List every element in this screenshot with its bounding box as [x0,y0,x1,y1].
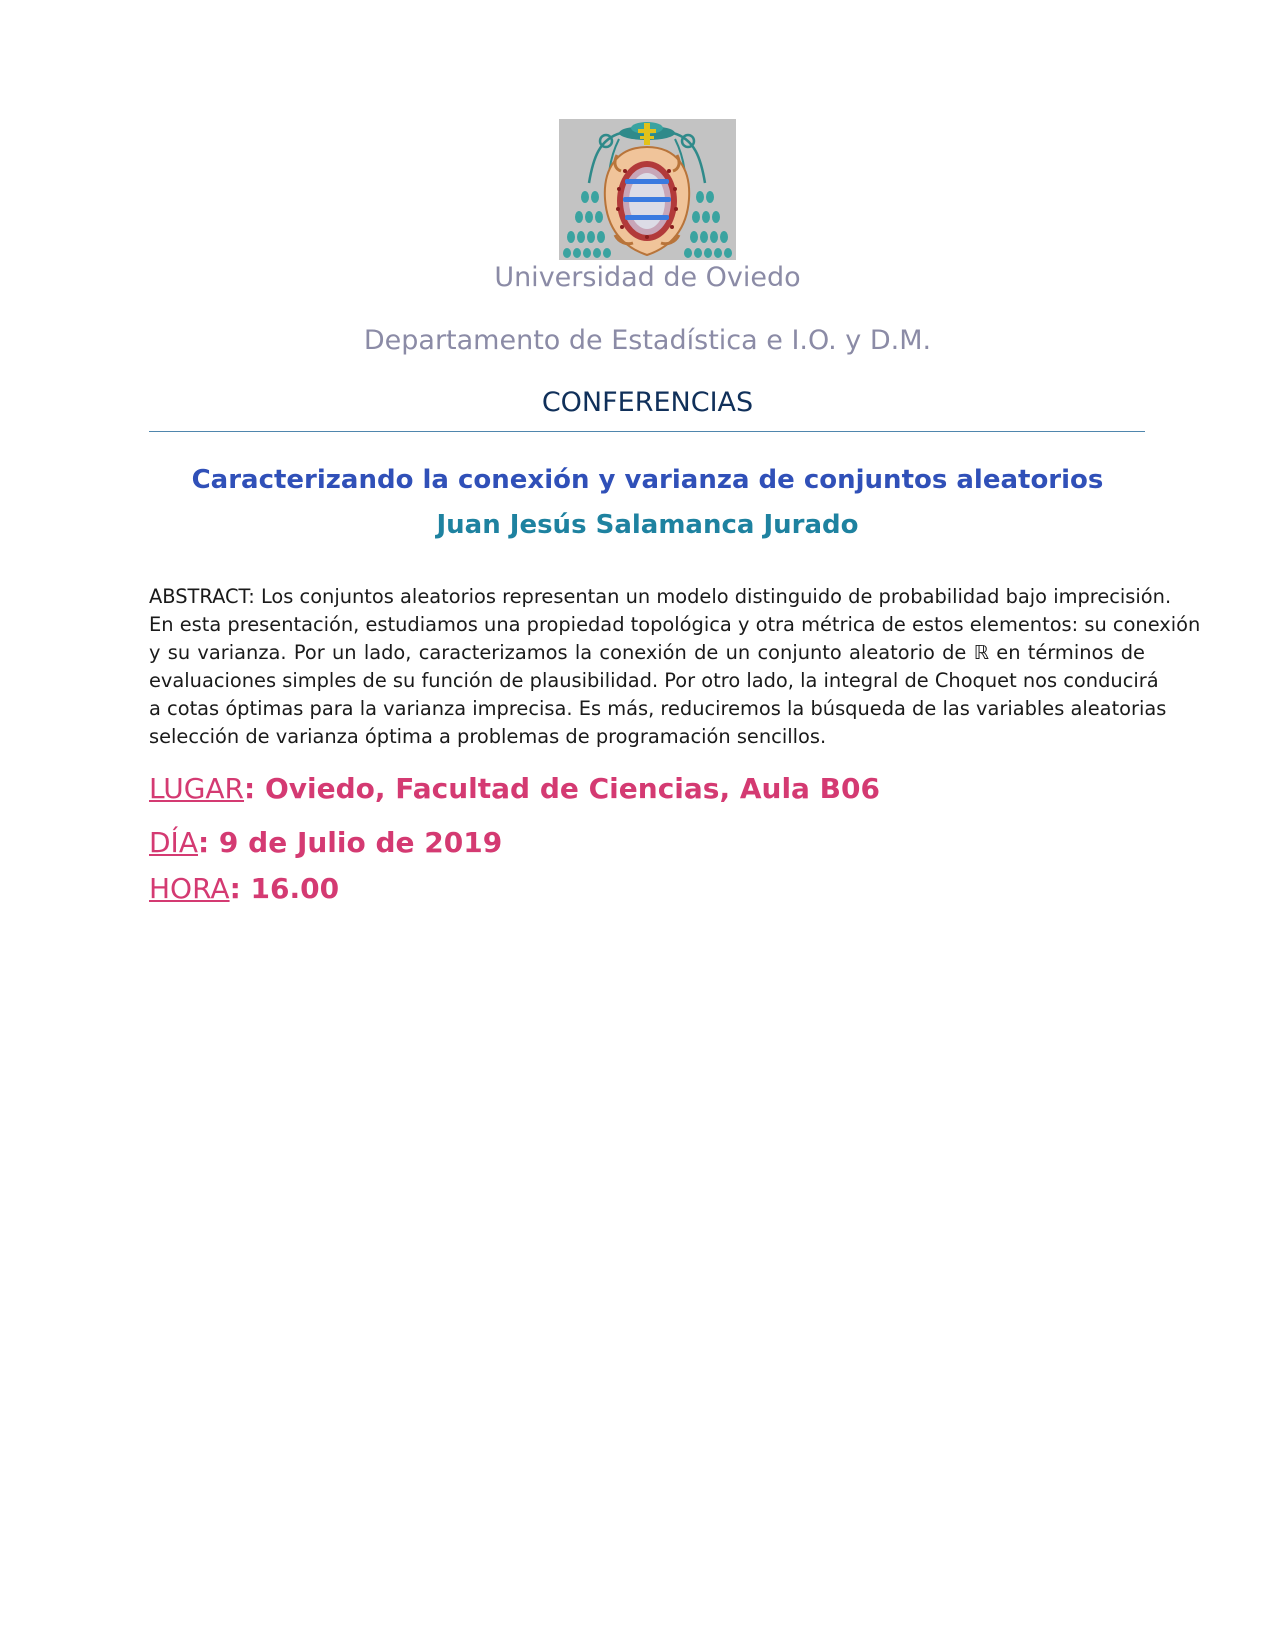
abstract-line: a cotas óptimas para la varianza imprecisa. Es más, reduciremos la búsqueda de las variables aleatorias [149,697,1167,720]
abstract-line: selección de varianza óptima a problemas de programación sencillos. [149,725,827,748]
venue-line [149,772,880,805]
abstract-line: ABSTRACT: Los conjuntos aleatorios representan un modelo distinguido de probabilidad bajo imprecisión. [149,585,1172,608]
header-divider [149,431,1145,432]
venue-label: LUGAR [149,772,245,805]
abstract-line: En esta presentación, estudiamos una propiedad topológica y otra métrica de estos elementos: su conexión [149,613,1201,636]
venue-value: : Oviedo, Facultad de Ciencias, Aula B06 [244,772,880,805]
time-label: HORA [149,872,230,905]
university-logo [559,119,736,260]
section-heading: CONFERENCIAS [541,387,754,418]
date-label: DÍA [149,826,198,859]
talk-title: Caracterizando la conexión y varianza de conjuntos aleatorios [191,465,1104,495]
university-name: Universidad de Oviedo [494,262,801,293]
abstract-paragraph [149,583,1201,751]
speaker-name: Juan Jesús Salamanca Jurado [436,510,859,540]
date-value: : 9 de Julio de 2019 [197,826,503,859]
abstract-line: y su varianza. Por un lado, caracterizamos la conexión de un conjunto aleatorio de ℝ en términos de [149,641,1145,664]
time-value: : 16.00 [229,872,340,905]
coat-of-arms-icon [559,119,736,260]
time-line [149,872,339,905]
abstract-line: evaluaciones simples de su función de plausibilidad. Por otro lado, la integral de Choquet nos conducirá [149,669,1159,692]
department-name: Departamento de Estadística e I.O. y D.M. [363,325,932,356]
date-line [149,826,502,859]
